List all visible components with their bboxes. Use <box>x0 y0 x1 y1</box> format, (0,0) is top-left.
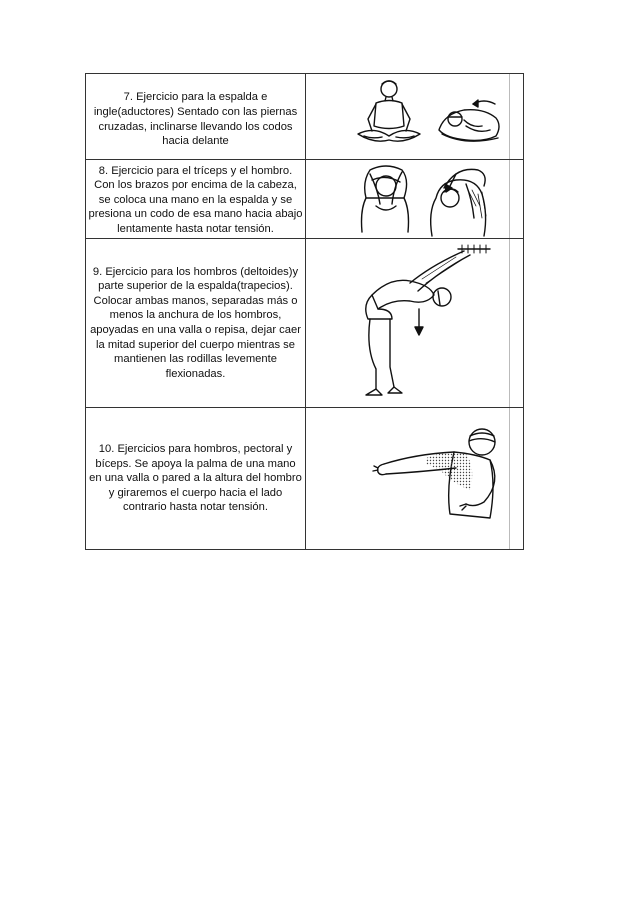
exercise-table <box>85 73 524 550</box>
exercise-10-text: 10. Ejercicios para hombros, pectoral y bíceps. Se apoya la palma de una mano en una valla o pared a la altura del hombro y giraremos el cuerpo hacia el lado contrario hasta notar tensión. <box>89 443 302 514</box>
exercise-illustration-cell <box>306 74 524 160</box>
chest-biceps-wall-stretch-figure-icon <box>306 408 525 549</box>
exercise-8-text: 8. Ejercicio para el tríceps y el hombro. Con los brazos por encima de la cabeza, se coloca una mano en la espalda y se presiona un codo de esa mano hacia abajo lentamente hasta notar tensión. <box>88 164 303 235</box>
seated-groin-stretch-figures-icon <box>306 74 525 159</box>
exercise-description <box>86 74 306 160</box>
exercise-row-10 <box>86 408 524 550</box>
exercise-row-7 <box>86 74 524 160</box>
exercise-illustration-cell <box>306 239 524 408</box>
exercise-illustration-cell <box>306 160 524 239</box>
exercise-row-9 <box>86 239 524 408</box>
exercise-7-text: 7. Ejercicio para la espalda e ingle(aductores) Sentado con las piernas cruzadas, inclinarse llevando los codos hacia delante <box>93 91 298 148</box>
exercise-row-8 <box>86 160 524 239</box>
exercise-description <box>86 239 306 408</box>
exercise-description <box>86 408 306 550</box>
exercise-description <box>86 160 306 239</box>
exercise-9-text: 9. Ejercicio para los hombros (deltoides)y parte superior de la espalda(trapecios). Colocar ambas manos, separadas más o menos la anchura de los hombros, apoyadas en una valla o repisa, dejar caer la mitad superior del cuerpo mientras se mantienen las rodillas levemente flexionadas. <box>90 265 301 380</box>
triceps-overhead-stretch-figures-icon <box>306 160 525 238</box>
exercise-illustration-cell <box>306 408 524 550</box>
bent-over-shoulder-stretch-figure-icon <box>306 239 525 407</box>
